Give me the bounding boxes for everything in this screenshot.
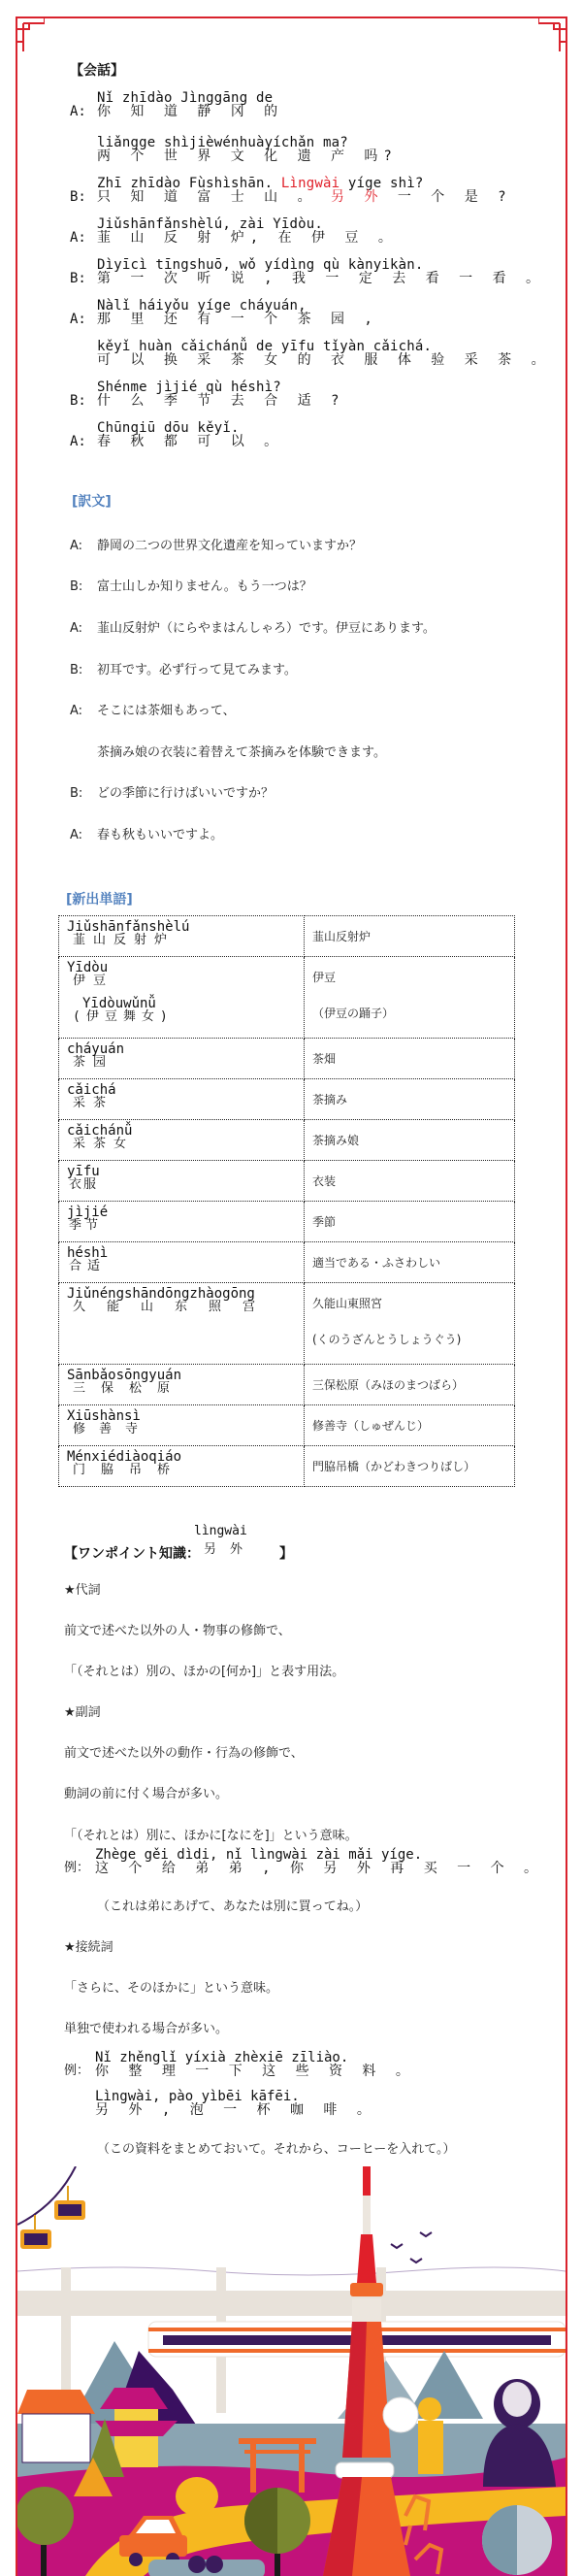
table-row [59,1283,515,1365]
one-point-title-suffix: 】 [279,1546,293,1562]
vocab-pinyin: Xiūshànsì [67,1408,141,1424]
vocabulary-title: [新出単語] [66,892,133,908]
table-row [59,1242,515,1283]
vocab-pinyin: cǎichá [67,1082,116,1098]
one-point-title [64,1543,293,1563]
conjunction-example [64,2051,415,2078]
speaker-label: A: [70,434,86,449]
translation-text: 韮山反射炉（にらやまはんしゃろ）です。伊豆にあります。 [97,621,436,636]
conjunction-desc: 単独で使われる場合が多い。 [64,2022,229,2036]
vocab-meaning: 伊豆 [312,971,337,984]
vocab-pinyin: héshì [67,1245,109,1261]
vocab-pinyin: jìjié [67,1205,109,1220]
translation-text: 富士山しか知りません。もう一つは？ [97,579,312,594]
dialogue-line [70,217,398,245]
hanzi: 春 秋 都 可 以 。 [97,434,284,449]
hanzi-part: 一 个 是 ? [383,189,512,205]
speaker-label: A: [70,104,86,119]
speaker-label: B: [70,579,83,594]
table-row [59,916,515,957]
conjunction-heading: ★接続詞 [64,1940,113,1955]
translation-text: どの季節に行けばいいですか？ [97,786,275,801]
vocab-pinyin: cháyuán [67,1041,125,1057]
conjunction-example-translation: （この資料をまとめておいて。それから、コーヒーを入れて。） [97,2142,456,2157]
vocab-meaning: （伊豆の踊子） [312,1007,395,1020]
table-row [59,957,515,1039]
pinyin: Dìyīcì tīngshuō, wǒ yídìng qù kànyikàn. [97,257,424,273]
vocab-hanzi: 茶园 [73,1055,114,1070]
highlight-pinyin: Lìngwài [280,176,340,191]
conjunction-example [64,2090,376,2117]
hanzi: 韮 山 反 射 炉, 在 伊 豆 。 [97,230,398,246]
vocab-hanzi: 修善寺 [73,1422,152,1437]
vocab-meaning: 茶摘み娘 [312,1134,360,1147]
adverb-heading: ★副詞 [64,1705,101,1720]
dialogue-line [70,340,551,367]
speaker-label: B: [70,393,86,409]
dialogue-line [70,380,344,408]
corner-ornament-icon [538,17,567,51]
table-row [59,1446,515,1487]
conjunction-desc: 「さらに、そのほかに」という意味。 [64,1981,279,1996]
vocab-pinyin: Sānbǎosōngyuán [67,1368,182,1383]
vocab-meaning: 衣装 [312,1174,337,1188]
japan-landmarks-illustration-icon [17,2166,566,2576]
speaker-label: A: [70,621,83,636]
pinyin: Shénme jìjié qù héshì? [97,380,281,395]
adverb-desc: 動詞の前に付く場合が多い。 [64,1787,229,1801]
hanzi: 两 个 世 界 文 化 遗 产 吗? [97,149,398,164]
pinyin: Jiǔshānfǎnshèlú, zài Yīdòu. [97,216,323,232]
adverb-example [64,1848,543,1875]
hanzi: 什 么 季 节 去 合 适 ? [97,393,345,409]
vocab-hanzi: 衣服 [69,1177,99,1192]
example-pinyin: Nǐ zhěnglǐ yíxià zhèxiē zīliào. [95,2050,349,2065]
pronoun-desc: 前文で述べた以外の人・物事の修飾で、 [64,1624,291,1638]
translation-text: 茶摘み娘の衣装に着替えて茶摘みを体験できます。 [97,745,386,760]
vocab-meaning: 三保松原（みほのまつばら） [312,1378,465,1392]
speaker-label [70,149,97,163]
example-hanzi: 另 外 , 泡 一 杯 咖 啡 。 [95,2102,376,2118]
vocab-pinyin: Yīdòu [67,960,109,975]
translation-text: 静岡の二つの世界文化遺産を知っていますか？ [97,539,363,553]
vocab-hanzi: 采茶 [73,1096,114,1110]
pinyin [70,177,512,190]
speaker-label: A: [70,828,83,842]
vocab-hanzi: 季节 [69,1218,103,1233]
example-hanzi: 你 整 理 一 下 这 些 资 料 。 [95,2064,415,2079]
speaker-label: A: [70,312,86,327]
hanzi: 可 以 换 采 茶 女 的 衣 服 体 验 采 茶 。 [97,352,551,368]
speaker-label [70,353,97,367]
speaker-label: B: [70,786,83,801]
pinyin: kěyǐ huàn cǎichánǚ de yīfu tǐyàn cǎichá. [97,339,433,354]
example-pinyin: Lìngwài, pào yìbēi kāfēi. [95,2089,300,2104]
vocab-meaning: 韮山反射炉 [312,930,372,943]
pinyin-part: yíge shì? [340,176,424,191]
pinyin: Nàlǐ háiyǒu yíge cháyuán, [97,298,307,314]
vocab-meaning: 修善寺（しゅぜんじ） [312,1419,430,1433]
table-row [59,1039,515,1079]
one-point-ruby [194,1524,256,1557]
speaker-label: A: [70,230,86,246]
table-row [59,1365,515,1405]
table-row [59,1405,515,1446]
translation-title: [訳文] [72,494,112,510]
vocab-hanzi: 门脇吊桥 [73,1463,186,1477]
vocab-pinyin: Yīdòuwǔnǚ [82,996,156,1011]
translation-line [70,535,362,553]
table-row [59,1161,515,1202]
adverb-example-translation: （これは弟にあげて、あなたは別に買ってね。） [97,1899,369,1914]
corner-ornament-icon [16,17,45,51]
pronoun-desc: 「（それとは）別の、ほかの[何か]」と表す用法。 [64,1665,345,1679]
vocab-meaning: 季節 [312,1215,337,1229]
translation-line [70,782,274,801]
translation-text: そこには茶畑もあって、 [97,704,236,718]
vocab-pinyin: yīfu [67,1164,100,1179]
pinyin-part: Zhī zhīdào Fùshìshān. [97,176,281,191]
example-label: 例： [64,2064,90,2078]
vocab-hanzi: (伊豆舞女) [73,1009,174,1024]
vocab-hanzi: 三保松原 [73,1381,186,1396]
example-pinyin: Zhège gěi dìdi, nǐ lìngwài zài mǎi yíge. [95,1847,423,1863]
vocab-hanzi: 合适 [69,1259,107,1273]
pinyin: liǎngge shìjièwénhuàyíchǎn ma? [97,135,348,150]
highlight-hanzi: 另 外 [331,189,384,205]
ruby-pinyin: lìngwài [194,1524,247,1538]
table-row [59,1120,515,1161]
translation-line [70,824,223,842]
adverb-desc: 「（それとは）別に、ほかに[なにを]」という意味。 [64,1829,358,1843]
adverb-desc: 前文で述べた以外の動作・行為の修飾で、 [64,1746,304,1761]
vocab-hanzi: 韮山反射炉 [73,933,176,947]
vocab-pinyin: Jiǔshānfǎnshèlú [67,919,190,935]
hanzi: 第 一 次 听 说 , 我 一 定 去 看 一 看 。 [97,271,546,286]
translation-line [70,742,386,760]
dialogue-line [70,258,545,285]
dialogue-line [70,421,283,448]
pinyin: Nǐ zhīdào Jìnggāng de [97,90,274,106]
vocab-pinyin: Ménxiédiàoqiáo [67,1449,182,1465]
dialogue-line [70,177,512,204]
translation-line [70,617,436,636]
one-point-title-prefix: 【ワンポイント知識： [64,1546,200,1562]
hanzi: 那 里 还 有 一 个 茶 园 , [97,312,378,327]
speaker-label: B: [70,189,86,205]
pronoun-heading: ★代詞 [64,1583,101,1598]
vocab-pinyin: cǎichánǚ [67,1123,133,1139]
translation-line [70,576,312,594]
vocab-meaning: 茶畑 [312,1052,337,1066]
vocabulary-table [58,915,515,1487]
translation-text: 初耳です。必ず行って見てみます。 [97,663,297,677]
conversation-title: 【会話】 [70,63,124,79]
vocab-hanzi: 久能山东照宫 [73,1300,277,1314]
translation-line [70,700,236,718]
example-hanzi: 这 个 给 弟 弟 , 你 另 外 再 买 一 个 。 [95,1861,544,1876]
speaker-label: B: [70,663,83,677]
hanzi: 你 知 道 静 冈 的 [97,104,284,119]
dialogue-line [70,91,283,118]
translation-line [70,659,297,677]
speaker-label: A: [70,704,83,718]
vocab-meaning: 適当である・ふさわしい [312,1256,441,1270]
table-row [59,1079,515,1120]
vocab-meaning: (くのうざんとうしょうぐう) [312,1333,462,1346]
vocab-pinyin: Jiǔnéngshāndōngzhàogōng [67,1286,255,1302]
hanzi-part: 只 知 道 富 士 山 。 [97,189,332,205]
ruby-hanzi: 另外 [204,1542,257,1557]
speaker-label: A: [70,539,83,553]
vocab-meaning: 茶摘み [312,1093,348,1106]
vocab-hanzi: 伊豆 [73,974,114,988]
dialogue-line [70,299,378,326]
vocab-hanzi: 采茶女 [73,1137,135,1151]
speaker-label: B: [70,271,86,286]
table-row [59,1202,515,1242]
pinyin: Chūnqiū dōu kěyǐ. [97,420,240,436]
vocab-meaning: 門脇吊橋（かどわきつりばし） [312,1460,476,1473]
vocab-meaning: 久能山東照宮 [312,1297,383,1310]
translation-text: 春も秋もいいですよ。 [97,828,224,842]
dialogue-line [70,136,398,163]
example-label: 例： [64,1861,90,1875]
